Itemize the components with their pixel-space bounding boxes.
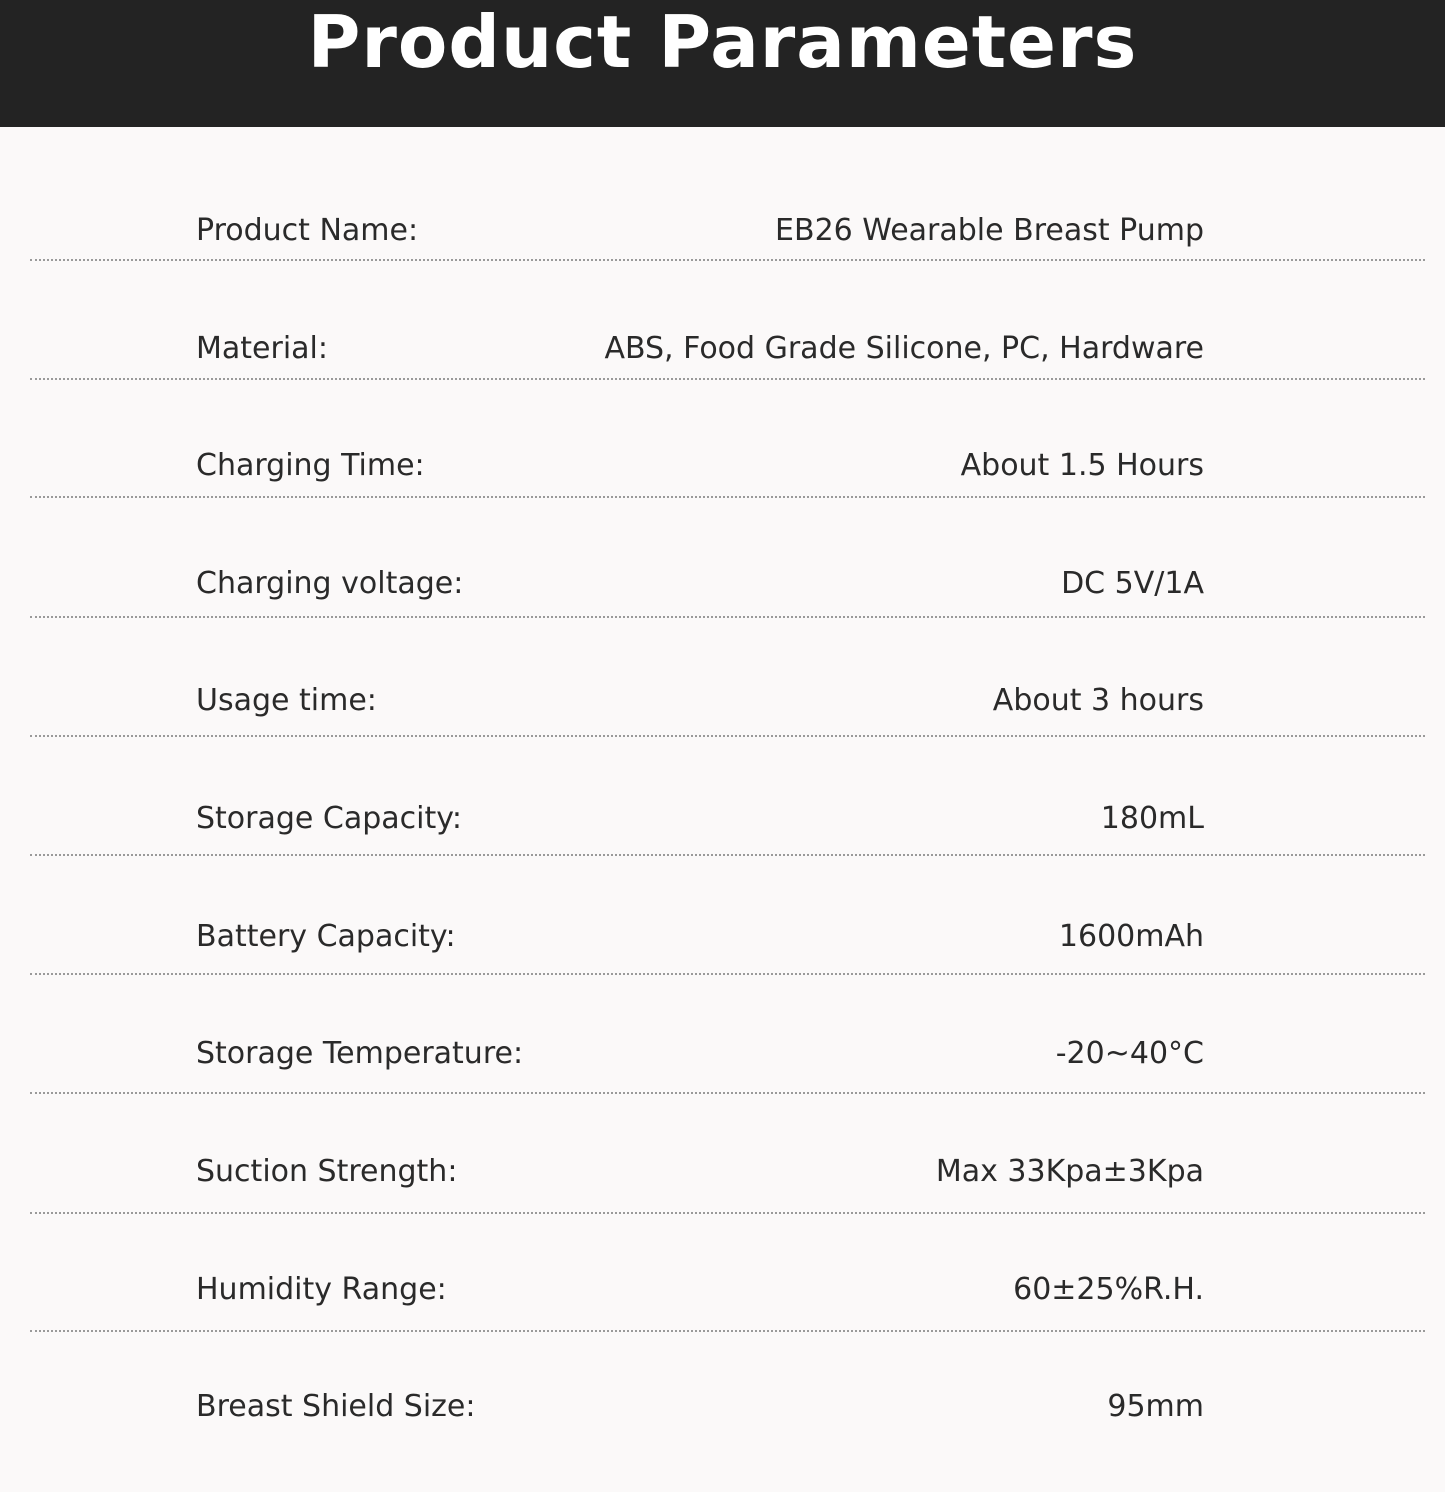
parameter-label: Humidity Range: (196, 1272, 447, 1307)
parameter-row-material (0, 264, 1445, 382)
parameter-label: Usage time: (196, 683, 377, 718)
parameter-row-charging-time (0, 381, 1445, 499)
parameter-label: Material: (196, 331, 328, 366)
parameter-value: About 3 hours (992, 683, 1204, 718)
parameter-label: Suction Strength: (196, 1154, 458, 1189)
parameter-label: Storage Temperature: (196, 1036, 524, 1071)
parameter-row-suction-strength (0, 1087, 1445, 1205)
parameter-label: Battery Capacity: (196, 919, 456, 954)
parameter-value: About 1.5 Hours (960, 448, 1204, 483)
row-divider (30, 259, 1425, 261)
parameter-row-storage-temperature (0, 969, 1445, 1087)
parameter-value: EB26 Wearable Breast Pump (775, 213, 1204, 248)
page-title: Product Parameters (307, 0, 1138, 84)
parameter-row-breast-shield-size (0, 1322, 1445, 1440)
parameter-label: Charging voltage: (196, 566, 464, 601)
parameter-row-charging-voltage (0, 499, 1445, 617)
parameter-row-battery-capacity (0, 852, 1445, 970)
header-bar (0, 0, 1445, 127)
parameter-label: Product Name: (196, 213, 419, 248)
parameter-row-storage-capacity (0, 734, 1445, 852)
row-divider (30, 496, 1425, 498)
parameter-label: Storage Capacity: (196, 801, 462, 836)
parameter-value: Max 33Kpa±3Kpa (935, 1154, 1204, 1189)
parameter-label: Breast Shield Size: (196, 1389, 476, 1424)
parameter-value: ABS, Food Grade Silicone, PC, Hardware (604, 331, 1204, 366)
parameter-row-usage-time (0, 616, 1445, 734)
parameter-value: DC 5V/1A (1061, 566, 1204, 601)
parameters-table (0, 127, 1445, 1445)
parameter-value: 95mm (1107, 1389, 1204, 1424)
parameter-value: -20~40°C (1055, 1036, 1204, 1071)
row-divider (30, 378, 1425, 380)
parameter-value: 60±25%R.H. (1013, 1272, 1204, 1307)
parameter-value: 180mL (1100, 801, 1204, 836)
parameter-value: 1600mAh (1058, 919, 1204, 954)
parameter-label: Charging Time: (196, 448, 425, 483)
parameter-row-product-name (0, 146, 1445, 264)
parameter-row-humidity-range (0, 1205, 1445, 1323)
